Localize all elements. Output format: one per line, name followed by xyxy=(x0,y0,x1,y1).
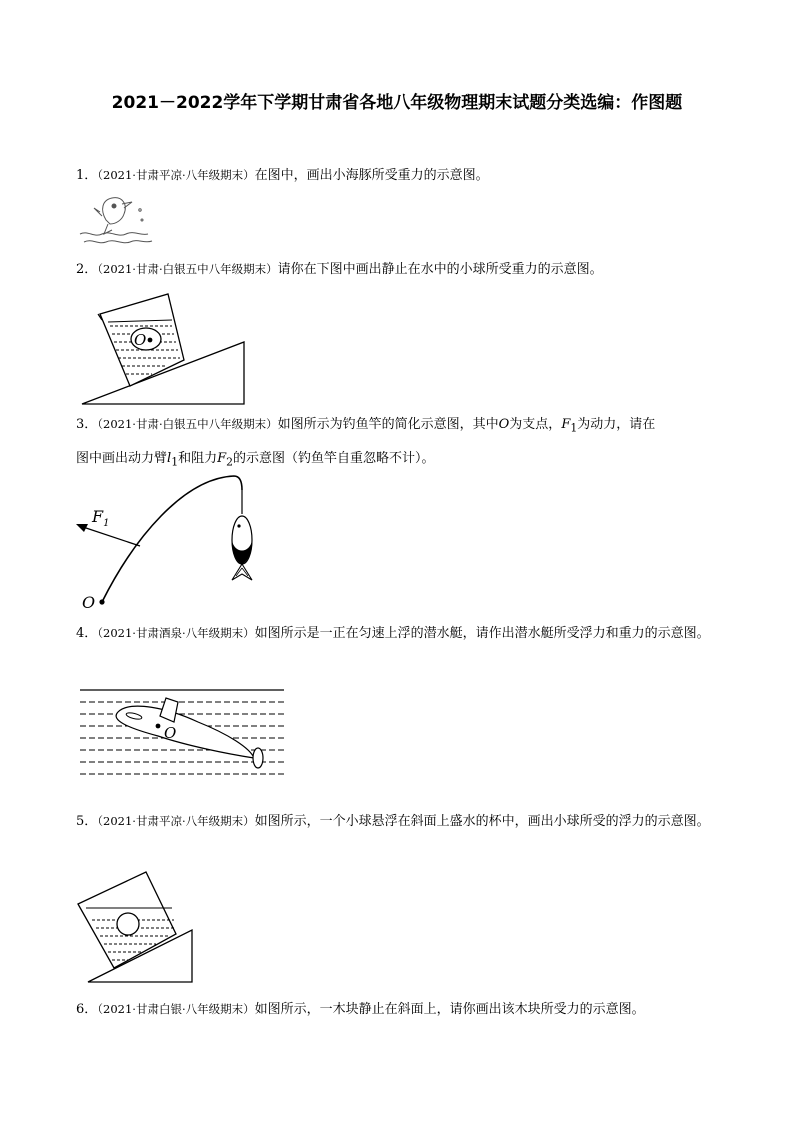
question-text: 如图所示，一个小球悬浮在斜面上盛水的杯中，画出小球所受的浮力的示意图。 xyxy=(254,814,710,829)
question-source: （2021·甘肃·白银五中八年级期末） xyxy=(97,417,278,431)
arm-symbol-l1: l xyxy=(167,450,172,466)
question-source: （2021·甘肃白银·八年级期末） xyxy=(97,1002,255,1016)
question-3: 3．（2021·甘肃·白银五中八年级期末）如图所示为钓鱼竿的简化示意图，其中O为支点，$F_1$为动力，请在 图中画出动力臂$l_1$和阻力$F_2$的示意图（钓鱼竿自重忽略不计）。 xyxy=(76,417,656,469)
fishing-rod-figure xyxy=(74,468,274,613)
question-text: 如图所示，一木块静止在斜面上，请你画出该木块所受力的示意图。 xyxy=(254,1002,645,1017)
question-source: （2021·甘肃·白银五中八年级期末） xyxy=(97,262,278,276)
cup-on-slope-figure xyxy=(80,286,250,406)
label-o: O xyxy=(82,593,96,612)
label-o: O xyxy=(134,331,147,349)
question-source: （2021·甘肃酒泉·八年级期末） xyxy=(97,626,255,640)
question-text: 在图中，画出小海豚所受重力的示意图。 xyxy=(254,168,489,183)
question-text: 如图所示为钓鱼竿的简化示意图，其中 xyxy=(277,417,499,432)
force-arrow-f1 xyxy=(80,526,140,546)
ball-center-dot xyxy=(148,338,153,343)
question-number: 6． xyxy=(76,1002,98,1017)
dolphin-figure xyxy=(78,190,158,248)
question-number: 1． xyxy=(76,168,98,183)
question-5 xyxy=(76,806,721,837)
submarine xyxy=(116,698,263,768)
question-number: 4． xyxy=(76,626,98,641)
page-title: 2021－2022学年下学期甘肃省各地八年级物理期末试题分类选编：作图题 xyxy=(111,93,683,113)
question-number: 5． xyxy=(76,814,98,829)
ball xyxy=(117,913,139,935)
pivot-symbol: O xyxy=(498,417,510,432)
question-source: （2021·甘肃平凉·八年级期末） xyxy=(97,168,255,182)
question-4 xyxy=(76,618,721,649)
force-symbol-f1: F xyxy=(561,417,571,432)
rod xyxy=(102,476,242,602)
fish xyxy=(232,516,252,580)
pivot-dot xyxy=(99,599,104,604)
question-source: （2021·甘肃平凉·八年级期末） xyxy=(97,814,255,828)
submarine-figure xyxy=(78,686,288,786)
force-symbol-f2: F xyxy=(217,450,227,466)
question-2 xyxy=(76,254,721,285)
question-text: 请你在下图中画出静止在水中的小球所受重力的示意图。 xyxy=(277,262,603,277)
label-f1: $F_1$ xyxy=(92,507,110,529)
question-6 xyxy=(76,994,721,1025)
floating-ball-figure xyxy=(76,870,196,985)
question-text: 如图所示是一正在匀速上浮的潜水艇，请作出潜水艇所受浮力和重力的示意图。 xyxy=(254,626,710,641)
question-1 xyxy=(76,160,721,191)
question-number: 2． xyxy=(76,262,98,277)
label-o: O xyxy=(164,724,177,742)
question-number: 3． xyxy=(76,417,98,432)
